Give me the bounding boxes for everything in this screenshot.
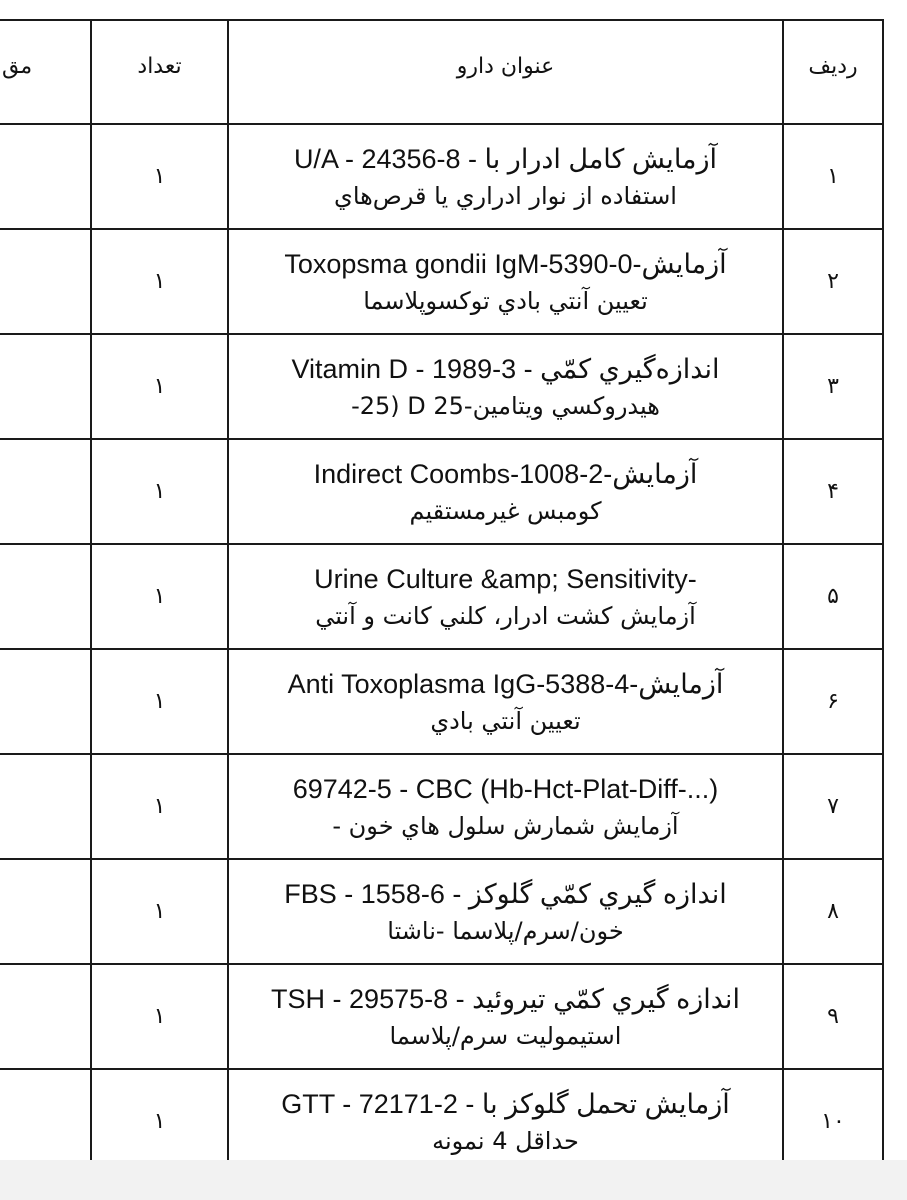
test-title-line2: آزمايش شمارش سلول هاي خون - (332, 811, 679, 840)
amount-cell (0, 439, 91, 544)
test-title-cell (228, 334, 783, 439)
test-title-line2: تعيين آنتي بادي (430, 706, 581, 735)
header-row-number (783, 20, 883, 124)
test-title-line2: آزمايش كشت ادرار، كلني كانت و آنتي (315, 601, 696, 630)
test-title-line1: Urine Culture &amp; Sensitivity- (314, 563, 697, 594)
row-number-cell (783, 544, 883, 649)
count-value: ۱ (153, 374, 166, 399)
row-number: ۲ (827, 269, 839, 294)
header-amount (0, 20, 91, 124)
count-value: ۱ (153, 269, 166, 294)
test-title-cell (228, 754, 783, 859)
test-title-line1: آزمايش-Anti Toxoplasma IgG-5388-4 (287, 668, 724, 699)
count-value: ۱ (153, 794, 166, 819)
count-value: ۱ (153, 899, 166, 924)
amount-cell (0, 649, 91, 754)
test-title-line1: آزمايش-Indirect Coombs-1008-2 (313, 458, 698, 489)
table-row (0, 1069, 883, 1174)
count-value: ۱ (153, 584, 166, 609)
amount-cell (0, 544, 91, 649)
count-value: ۱ (153, 1109, 166, 1134)
count-value: ۱ (153, 689, 166, 714)
count-cell (91, 124, 228, 229)
table-row (0, 754, 883, 859)
test-title-line2: استيموليت سرم/پلاسما (389, 1021, 622, 1050)
table-row (0, 439, 883, 544)
count-cell (91, 1069, 228, 1174)
row-number: ۶ (827, 689, 839, 714)
header-count (91, 20, 228, 124)
test-title-line2: كومبس غيرمستقيم (409, 496, 602, 525)
count-value: ۱ (153, 1004, 166, 1029)
count-value: ۱ (153, 164, 166, 189)
amount-cell (0, 859, 91, 964)
row-number-cell (783, 859, 883, 964)
count-cell (91, 544, 228, 649)
row-number: ۷ (827, 794, 839, 819)
row-number-cell (783, 124, 883, 229)
table-row (0, 649, 883, 754)
test-title-line2: -25) D 25-هيدروكسي ويتامين (351, 391, 660, 420)
table-row (0, 124, 883, 229)
count-cell (91, 649, 228, 754)
test-title-line1: 69742-5 - CBC (Hb-Hct-Plat-Diff-...) (292, 773, 719, 804)
test-title-cell (228, 859, 783, 964)
row-number-cell (783, 229, 883, 334)
row-number: ۸ (827, 899, 839, 924)
count-value: ۱ (153, 479, 166, 504)
test-title-line2: حداقل 4 نمونه (432, 1126, 579, 1155)
table-row (0, 229, 883, 334)
amount-cell (0, 1069, 91, 1174)
test-title-cell (228, 229, 783, 334)
test-title-line1: اندازه‌گيري كمّي - Vitamin D - 1989-3 (291, 353, 720, 384)
count-cell (91, 754, 228, 859)
test-title-line1: اندازه گيري كمّي گلوكز - FBS - 1558-6 (284, 878, 727, 909)
test-title-cell (228, 439, 783, 544)
test-title-line2: استفاده از نوار ادراري يا قرص‌هاي (334, 181, 677, 210)
row-number-cell (783, 754, 883, 859)
header-title (228, 20, 783, 124)
row-number: ۹ (827, 1004, 839, 1029)
test-title-line1: آزمايش-Toxopsma gondii IgM-5390-0 (284, 248, 727, 279)
row-number-cell (783, 439, 883, 544)
table-row (0, 544, 883, 649)
row-number: ۱ (827, 164, 839, 189)
amount-cell (0, 124, 91, 229)
row-number-cell (783, 334, 883, 439)
header-row-label: ردیف (808, 53, 858, 79)
test-title-cell (228, 124, 783, 229)
test-title-line1: اندازه گيري كمّي تيروئيد - TSH - 29575-8 (271, 983, 740, 1014)
test-title-cell (228, 649, 783, 754)
row-number: ۴ (827, 479, 839, 504)
amount-cell (0, 334, 91, 439)
lab-order-table (0, 19, 884, 1175)
test-title-cell (228, 544, 783, 649)
count-cell (91, 964, 228, 1069)
count-cell (91, 334, 228, 439)
amount-cell (0, 964, 91, 1069)
amount-cell (0, 754, 91, 859)
test-title-cell (228, 964, 783, 1069)
test-title-line1: آزمايش كامل ادرار با - U/A - 24356-8 (293, 143, 718, 174)
table-header-row (0, 20, 883, 124)
table-row (0, 964, 883, 1069)
header-amount-label: مق (2, 53, 33, 79)
count-cell (91, 439, 228, 544)
test-title-line2: خون/سرم/پلاسما -ناشتا (387, 916, 624, 945)
count-cell (91, 229, 228, 334)
test-title-cell (228, 1069, 783, 1174)
row-number-cell (783, 1069, 883, 1174)
header-count-label: تعداد (137, 53, 182, 79)
table-row (0, 859, 883, 964)
row-number: ۱۰ (821, 1109, 845, 1134)
row-number: ۵ (827, 584, 839, 609)
row-number: ۳ (827, 374, 839, 399)
row-number-cell (783, 649, 883, 754)
header-title-label: عنوان دارو (456, 53, 555, 79)
count-cell (91, 859, 228, 964)
table-row (0, 334, 883, 439)
row-number-cell (783, 964, 883, 1069)
page-bottom-margin (0, 1160, 907, 1200)
amount-cell (0, 229, 91, 334)
test-title-line1: آزمايش تحمل گلوكز با - GTT - 72171-2 (281, 1088, 730, 1119)
test-title-line2: تعيين آنتي بادي توكسوپلاسما (363, 286, 648, 315)
